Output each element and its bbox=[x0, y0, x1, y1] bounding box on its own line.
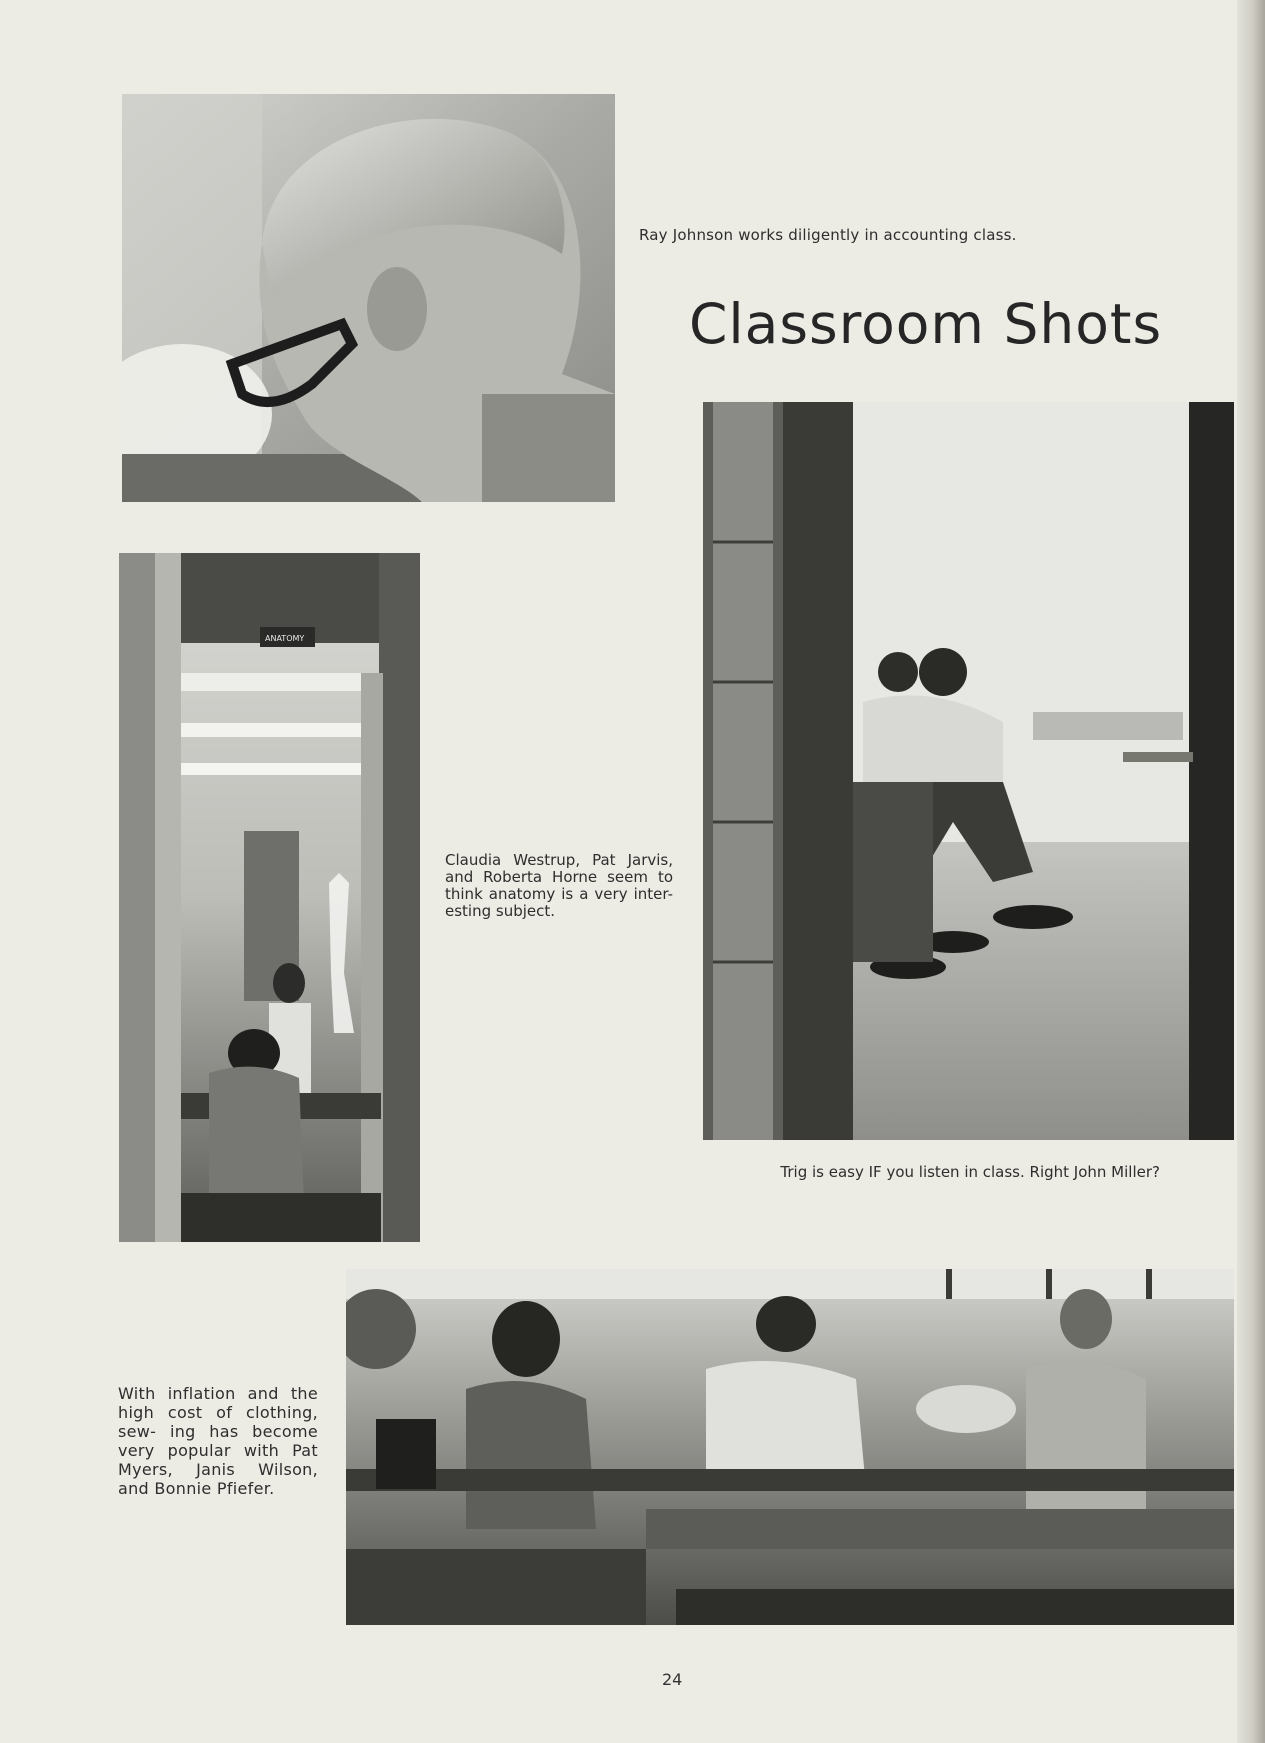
caption-anatomy: Claudia Westrup, Pat Jarvis, and Roberta Horne seem to think anatomy is a very inter- esting subject. bbox=[445, 851, 673, 920]
caption-sewing: With inflation and the high cost of clothing, sew- ing has become very popular with Pat Myers, Janis Wilson, and Bonnie Pfiefer. bbox=[118, 1384, 318, 1498]
caption-ray-johnson: Ray Johnson works diligently in accounting class. bbox=[639, 226, 1017, 244]
photo-sewing-class bbox=[346, 1269, 1234, 1625]
page-binding-edge bbox=[1237, 0, 1265, 1743]
anatomy-door-sign: ANATOMY bbox=[265, 634, 305, 643]
page-number: 24 bbox=[662, 1670, 683, 1689]
page-title: Classroom Shots bbox=[689, 292, 1163, 356]
photo-ray-johnson bbox=[122, 94, 615, 502]
caption-trig: Trig is easy IF you listen in class. Right John Miller? bbox=[780, 1163, 1160, 1181]
photo-anatomy-class bbox=[119, 553, 420, 1242]
photo-trig-class bbox=[703, 402, 1234, 1140]
